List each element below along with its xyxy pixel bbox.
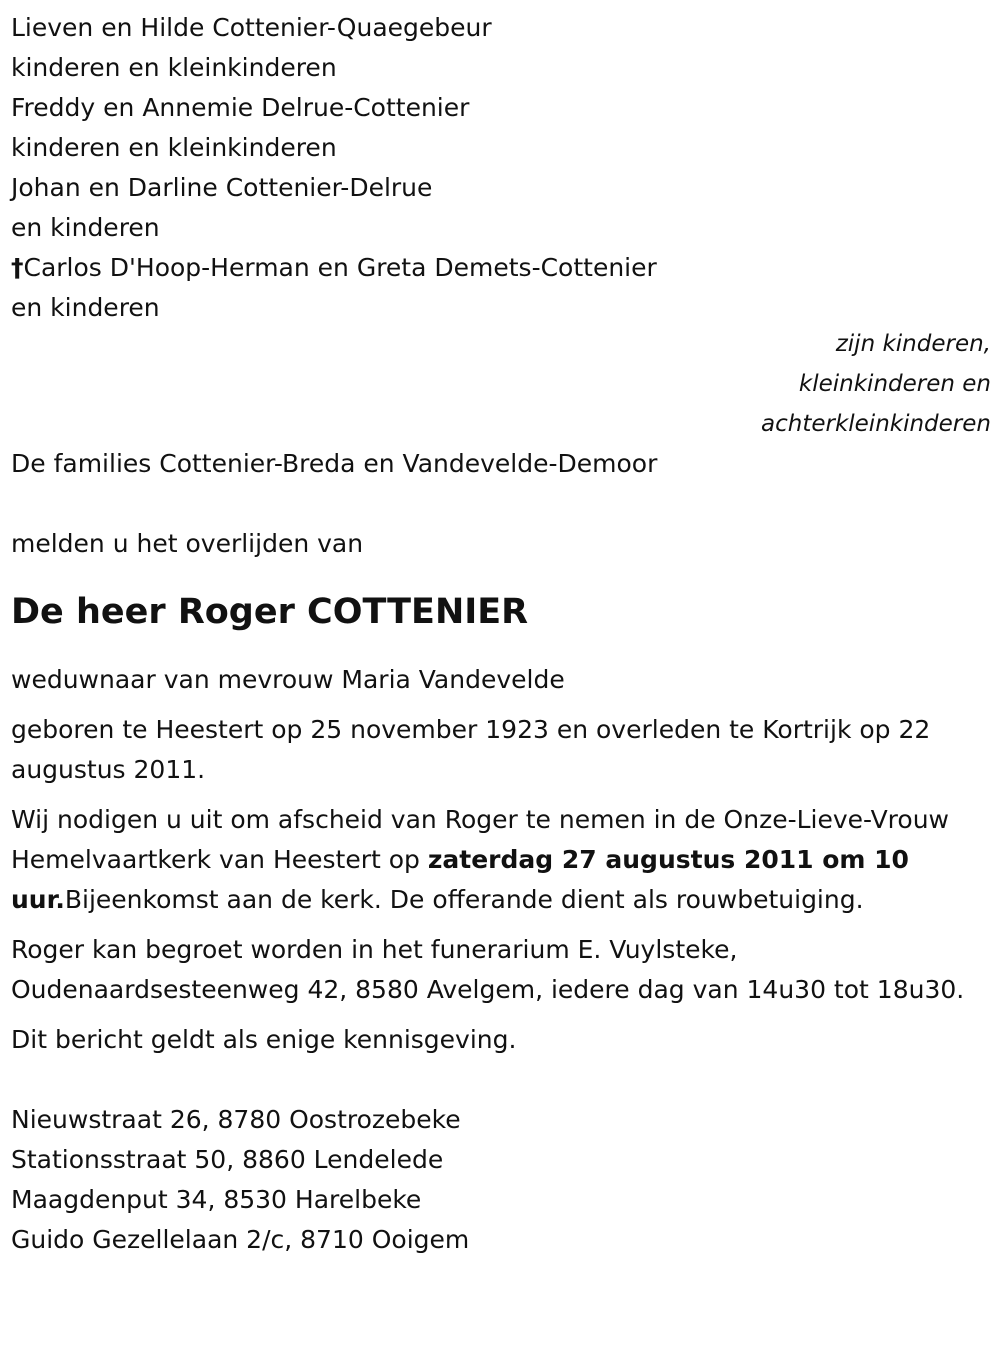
- family-line: kinderen en kleinkinderen: [11, 53, 337, 82]
- ceremony-date: zaterdag 27 augustus 2011 om 10 uur.: [11, 845, 909, 914]
- signoff-block: [11, 324, 991, 444]
- signoff-line: kleinkinderen en: [798, 371, 991, 397]
- address-list: [11, 1100, 991, 1260]
- invitation-text: Wij nodigen u uit om afscheid van Roger te nemen in de Onze-Lieve-Vrouw Hemelvaartkerk van Heestert op: [11, 805, 950, 874]
- notice-line: Dit bericht geldt als enige kennisgeving.: [11, 1025, 517, 1054]
- family-line: Freddy en Annemie Delrue-Cottenier: [11, 93, 470, 122]
- family-line: Lieven en Hilde Cottenier-Quaegebeur: [11, 13, 492, 42]
- address-line: Guido Gezellelaan 2/c, 8710 Ooigem: [11, 1225, 470, 1254]
- announce-line: melden u het overlijden van: [11, 529, 364, 558]
- deceased-name: De heer Roger COTTENIER: [11, 592, 529, 632]
- family-line-text: Carlos D'Hoop-Herman en Greta Demets-Cottenier: [23, 253, 657, 282]
- spacer: [11, 484, 991, 524]
- birth-death-paragraph: geboren te Heestert op 25 november 1923 en overleden te Kortrijk op 22 augustus 2011.: [11, 715, 931, 784]
- invitation-text-after: Bijeenkomst aan de kerk. De offerande dient als rouwbetuiging.: [64, 885, 864, 914]
- families-line: De families Cottenier-Breda en Vandevelde-Demoor: [11, 449, 658, 478]
- family-line: en kinderen: [11, 293, 160, 322]
- family-line: Johan en Darline Cottenier-Delrue: [11, 173, 433, 202]
- family-list: [11, 8, 991, 328]
- signoff-line: achterkleinkinderen: [761, 411, 991, 437]
- visitation-paragraph: Roger kan begroet worden in het funerarium E. Vuylsteke, Oudenaardsesteenweg 42, 8580 Avelgem, iedere dag van 14u30 tot 18u30.: [11, 935, 965, 1004]
- invitation-paragraph: [11, 800, 991, 920]
- family-line: kinderen en kleinkinderen: [11, 133, 337, 162]
- signoff-line: zijn kinderen,: [835, 331, 991, 357]
- widower-line: weduwnaar van mevrouw Maria Vandevelde: [11, 665, 565, 694]
- details: [11, 660, 991, 1060]
- family-line-deceased: [11, 248, 991, 288]
- address-line: Stationsstraat 50, 8860 Lendelede: [11, 1145, 444, 1174]
- address-line: Maagdenput 34, 8530 Harelbeke: [11, 1185, 422, 1214]
- obituary-notice: [11, 8, 991, 1260]
- address-line: Nieuwstraat 26, 8780 Oostrozebeke: [11, 1105, 461, 1134]
- family-line: en kinderen: [11, 213, 160, 242]
- cross-icon: †: [11, 253, 24, 282]
